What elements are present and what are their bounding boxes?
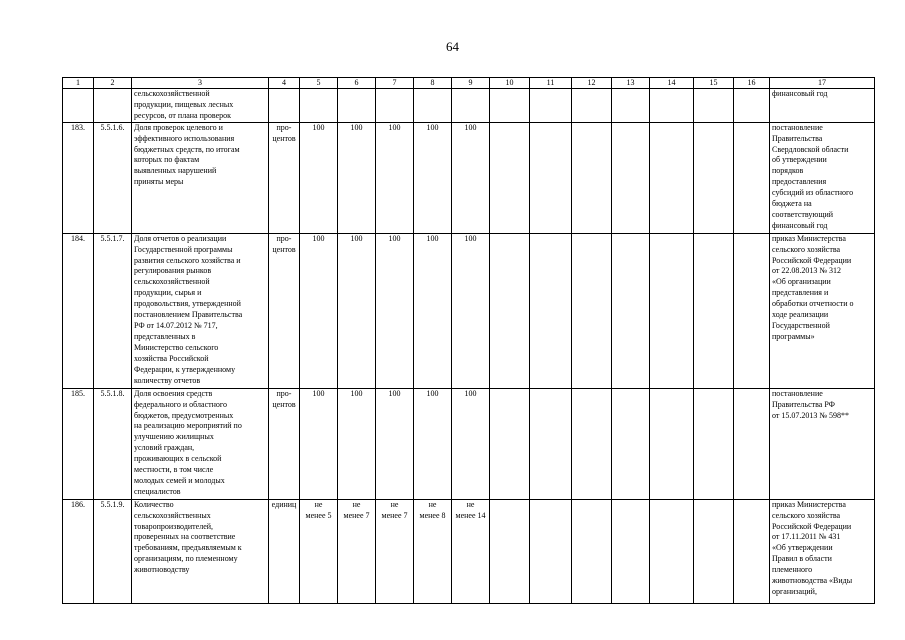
page-number: 64 — [446, 39, 459, 54]
value-col5: 100 — [300, 388, 338, 499]
table-row — [63, 122, 875, 233]
column-header: 13 — [612, 78, 650, 89]
column-header: 11 — [530, 78, 572, 89]
value-col6: 100 — [338, 122, 376, 233]
column-header: 17 — [770, 78, 875, 89]
row-code: 5.5.1.9. — [94, 499, 132, 603]
empty-cell — [572, 89, 612, 123]
empty-cell — [530, 122, 572, 233]
column-header: 16 — [734, 78, 770, 89]
row-number: 186. — [63, 499, 94, 603]
value-col6 — [338, 89, 376, 123]
column-header: 7 — [376, 78, 414, 89]
value-col7: 100 — [376, 388, 414, 499]
empty-cell — [650, 233, 694, 388]
empty-cell — [572, 388, 612, 499]
value-col8: 100 — [414, 122, 452, 233]
row-code — [94, 89, 132, 123]
column-header: 9 — [452, 78, 490, 89]
value-col9: не менее 14 — [452, 499, 490, 603]
column-header: 14 — [650, 78, 694, 89]
indicator-name: Доля проверок целевого и эффективного использования бюджетных средств, по итогам которых по фактам выявленных нарушений приняты меры — [132, 122, 269, 233]
value-col8: 100 — [414, 233, 452, 388]
empty-cell — [734, 499, 770, 603]
empty-cell — [694, 89, 734, 123]
row-code: 5.5.1.6. — [94, 122, 132, 233]
unit — [269, 89, 300, 123]
column-header: 1 — [63, 78, 94, 89]
value-col8 — [414, 89, 452, 123]
empty-cell — [734, 122, 770, 233]
value-col5: 100 — [300, 233, 338, 388]
unit: про- центов — [269, 233, 300, 388]
value-col6: 100 — [338, 233, 376, 388]
empty-cell — [530, 233, 572, 388]
unit: про- центов — [269, 388, 300, 499]
legal-basis: приказ Министерства сельского хозяйства Российской Федерации от 22.08.2013 № 312 «Об организации представления и обработки отчетности о ходе реализации Государственной программы» — [770, 233, 875, 388]
empty-cell — [612, 122, 650, 233]
empty-cell — [650, 388, 694, 499]
indicator-name: Доля отчетов о реализации Государственной программы развития сельского хозяйства и регулирования рынков сельскохозяйственной продукции, сырья и продовольствия, утвержденной постановлением Правительства РФ от 14.07.2012 № 717, представленных в Министерство сельского хозяйства Российской Федерации, к утвержденному количеству отчетов — [132, 233, 269, 388]
empty-cell — [572, 499, 612, 603]
unit: единиц — [269, 499, 300, 603]
empty-cell — [490, 89, 530, 123]
value-col6: не менее 7 — [338, 499, 376, 603]
table-row — [63, 89, 875, 123]
empty-cell — [650, 122, 694, 233]
row-number: 183. — [63, 122, 94, 233]
unit: про- центов — [269, 122, 300, 233]
value-col8: 100 — [414, 388, 452, 499]
column-header: 5 — [300, 78, 338, 89]
legal-basis: приказ Министерства сельского хозяйства Российской Федерации от 17.11.2011 № 431 «Об утверждении Правил в области племенного животноводства «Виды организаций, — [770, 499, 875, 603]
value-col9: 100 — [452, 388, 490, 499]
value-col5 — [300, 89, 338, 123]
empty-cell — [530, 499, 572, 603]
table-row — [63, 388, 875, 499]
empty-cell — [612, 388, 650, 499]
column-header: 12 — [572, 78, 612, 89]
indicator-name: Доля освоения средств федерального и областного бюджетов, предусмотренных на реализацию мероприятий по улучшению жилищных условий граждан, проживающих в сельской местности, в том числе молодых семей и молодых специалистов — [132, 388, 269, 499]
value-col7 — [376, 89, 414, 123]
row-code: 5.5.1.8. — [94, 388, 132, 499]
legal-basis: постановление Правительства РФ от 15.07.2013 № 598** — [770, 388, 875, 499]
value-col6: 100 — [338, 388, 376, 499]
empty-cell — [694, 233, 734, 388]
empty-cell — [612, 499, 650, 603]
indicator-name: сельскохозяйственной продукции, пищевых лесных ресурсов, от плана проверок — [132, 89, 269, 123]
empty-cell — [612, 233, 650, 388]
value-col9: 100 — [452, 233, 490, 388]
empty-cell — [530, 89, 572, 123]
value-col7: не менее 7 — [376, 499, 414, 603]
column-header: 3 — [132, 78, 269, 89]
empty-cell — [734, 233, 770, 388]
row-number: 185. — [63, 388, 94, 499]
row-code: 5.5.1.7. — [94, 233, 132, 388]
empty-cell — [650, 89, 694, 123]
empty-cell — [694, 122, 734, 233]
value-col8: не менее 8 — [414, 499, 452, 603]
value-col5: 100 — [300, 122, 338, 233]
empty-cell — [530, 388, 572, 499]
empty-cell — [490, 233, 530, 388]
indicators-table — [62, 77, 875, 604]
column-header: 4 — [269, 78, 300, 89]
empty-cell — [612, 89, 650, 123]
value-col7: 100 — [376, 233, 414, 388]
legal-basis: финансовый год — [770, 89, 875, 123]
row-number: 184. — [63, 233, 94, 388]
legal-basis: постановление Правительства Свердловской области об утверждении порядков предоставления субсидий из областного бюджета на соответствующий финансовый год — [770, 122, 875, 233]
row-number — [63, 89, 94, 123]
table-row — [63, 233, 875, 388]
empty-cell — [734, 388, 770, 499]
column-header: 10 — [490, 78, 530, 89]
table-row — [63, 499, 875, 603]
column-header: 8 — [414, 78, 452, 89]
value-col5: не менее 5 — [300, 499, 338, 603]
empty-cell — [650, 499, 694, 603]
empty-cell — [734, 89, 770, 123]
value-col7: 100 — [376, 122, 414, 233]
empty-cell — [572, 233, 612, 388]
column-header: 6 — [338, 78, 376, 89]
empty-cell — [490, 499, 530, 603]
column-number-row — [63, 78, 875, 89]
empty-cell — [694, 499, 734, 603]
empty-cell — [490, 122, 530, 233]
column-header: 2 — [94, 78, 132, 89]
value-col9 — [452, 89, 490, 123]
empty-cell — [490, 388, 530, 499]
indicator-name: Количество сельскохозяйственных товаропроизводителей, проверенных на соответствие требованиям, предъявляемым к организациям, по племенному животноводству — [132, 499, 269, 603]
empty-cell — [694, 388, 734, 499]
column-header: 15 — [694, 78, 734, 89]
value-col9: 100 — [452, 122, 490, 233]
empty-cell — [572, 122, 612, 233]
